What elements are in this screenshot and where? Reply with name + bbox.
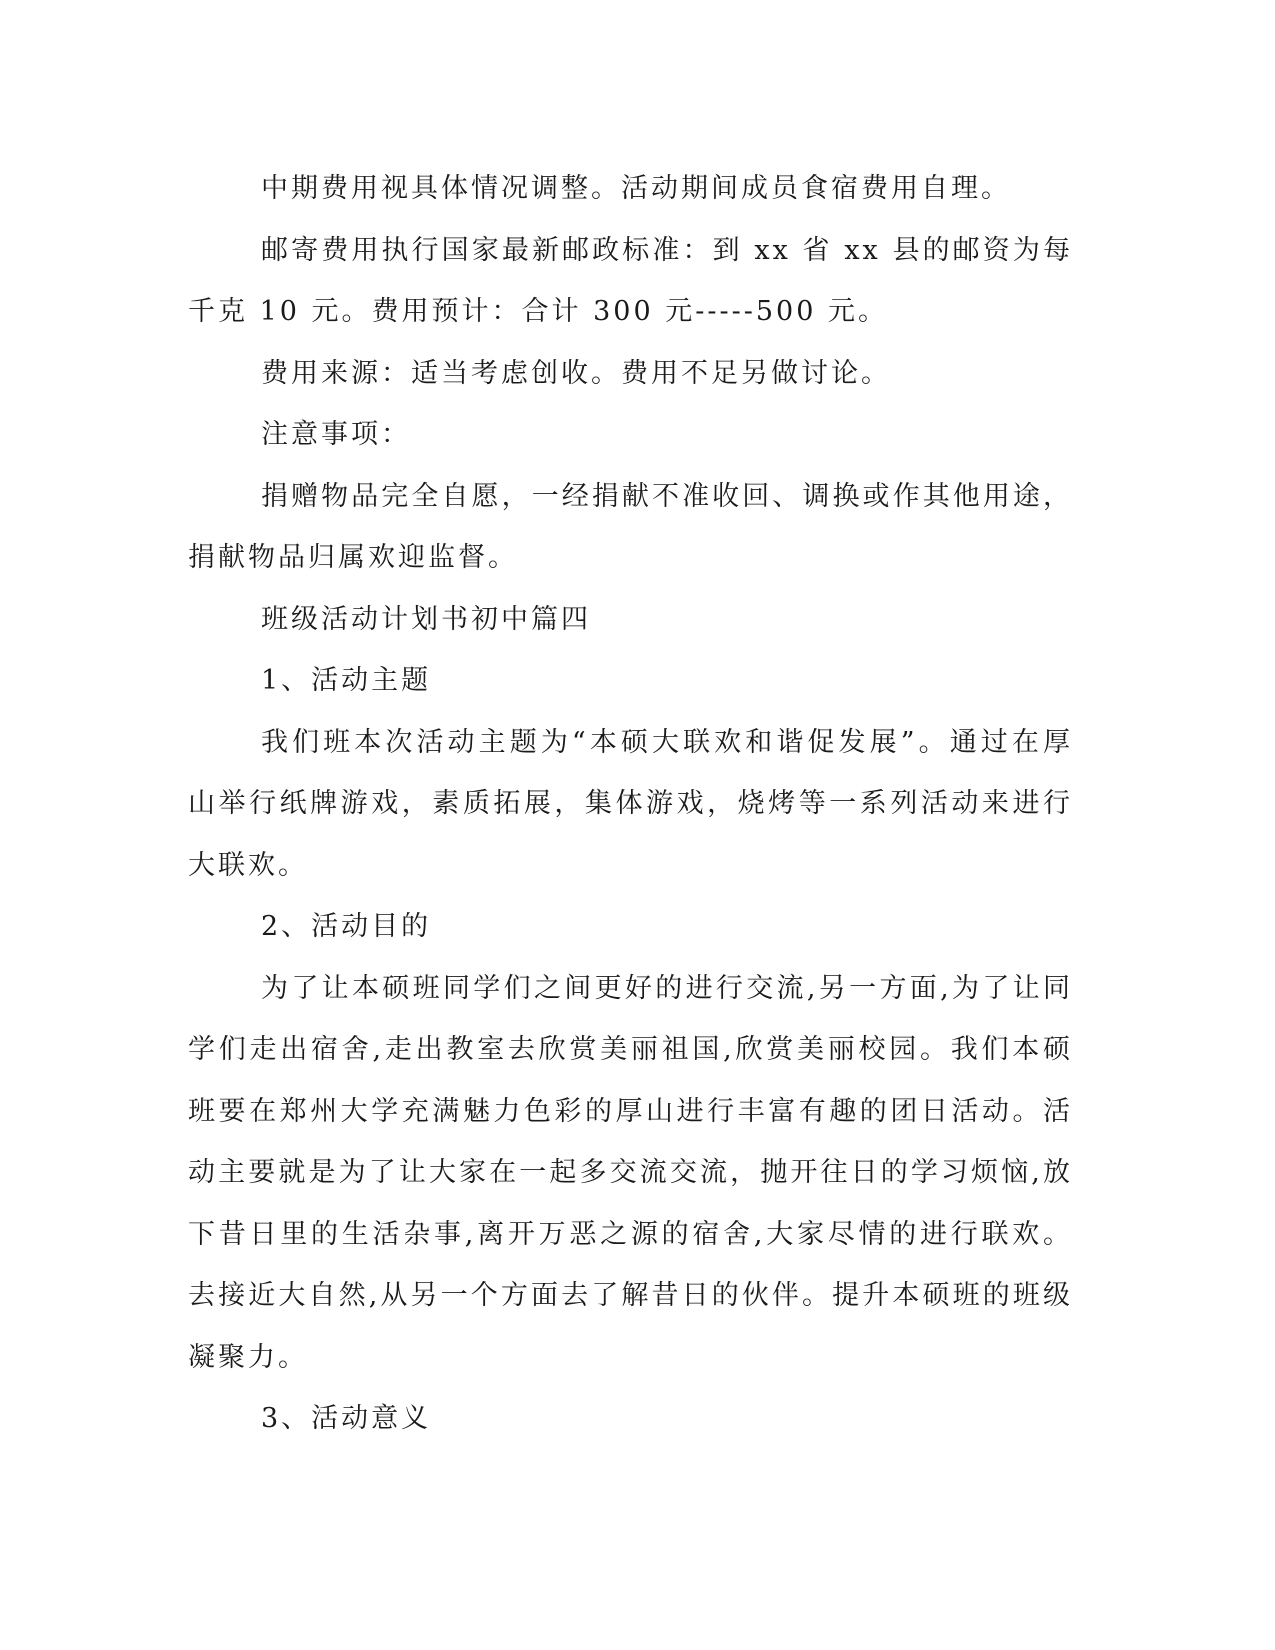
section-title: 班级活动计划书初中篇四 (261, 603, 591, 635)
paragraph-notes-heading: 注意事项： (261, 419, 411, 450)
paragraph-funding-source: 费用来源：适当考虑创收。费用不足另做讨论。 (261, 357, 891, 389)
paragraph-activity-purpose: 为了让本硕班同学们之间更好的进行交流,另一方面,为了让同学们走出宿舍,走出教室去欣赏美丽祖国,欣赏美丽校园。我们本硕班要在郑州大学充满魅力色彩的厚山进行丰富有趣的团日活动。活动主要就是为了让大家在一起多交流交流，抛开往日的学习烦恼,放下昔日里的生活杂事,离开万恶之源的宿舍,大家尽情的进行联欢。去接近大自然,从另一个方面去了解昔日的伙伴。提升本硕班的班级凝聚力。 (188, 972, 1073, 1373)
paragraph-cost-adjustment: 中期费用视具体情况调整。活动期间成员食宿费用自理。 (261, 173, 1011, 204)
paragraph-donation-notice: 捐赠物品完全自愿，一经捐献不准收回、调换或作其他用途，捐献物品归属欢迎监督。 (188, 480, 1073, 573)
heading-activity-theme: 1、活动主题 (261, 665, 432, 696)
document-body (188, 158, 1073, 1450)
heading-activity-significance: 3、活动意义 (261, 1403, 432, 1434)
paragraph-postage: 邮寄费用执行国家最新邮政标准：到 xx 省 xx 县的邮资为每千克 10 元。费用预计：合计 300 元-----500 元。 (188, 234, 1073, 327)
heading-activity-purpose: 2、活动目的 (261, 911, 432, 942)
paragraph-activity-theme: 我们班本次活动主题为“本硕大联欢和谐促发展”。通过在厚山举行纸牌游戏，素质拓展，集体游戏，烧烤等一系列活动来进行大联欢。 (188, 726, 1073, 881)
